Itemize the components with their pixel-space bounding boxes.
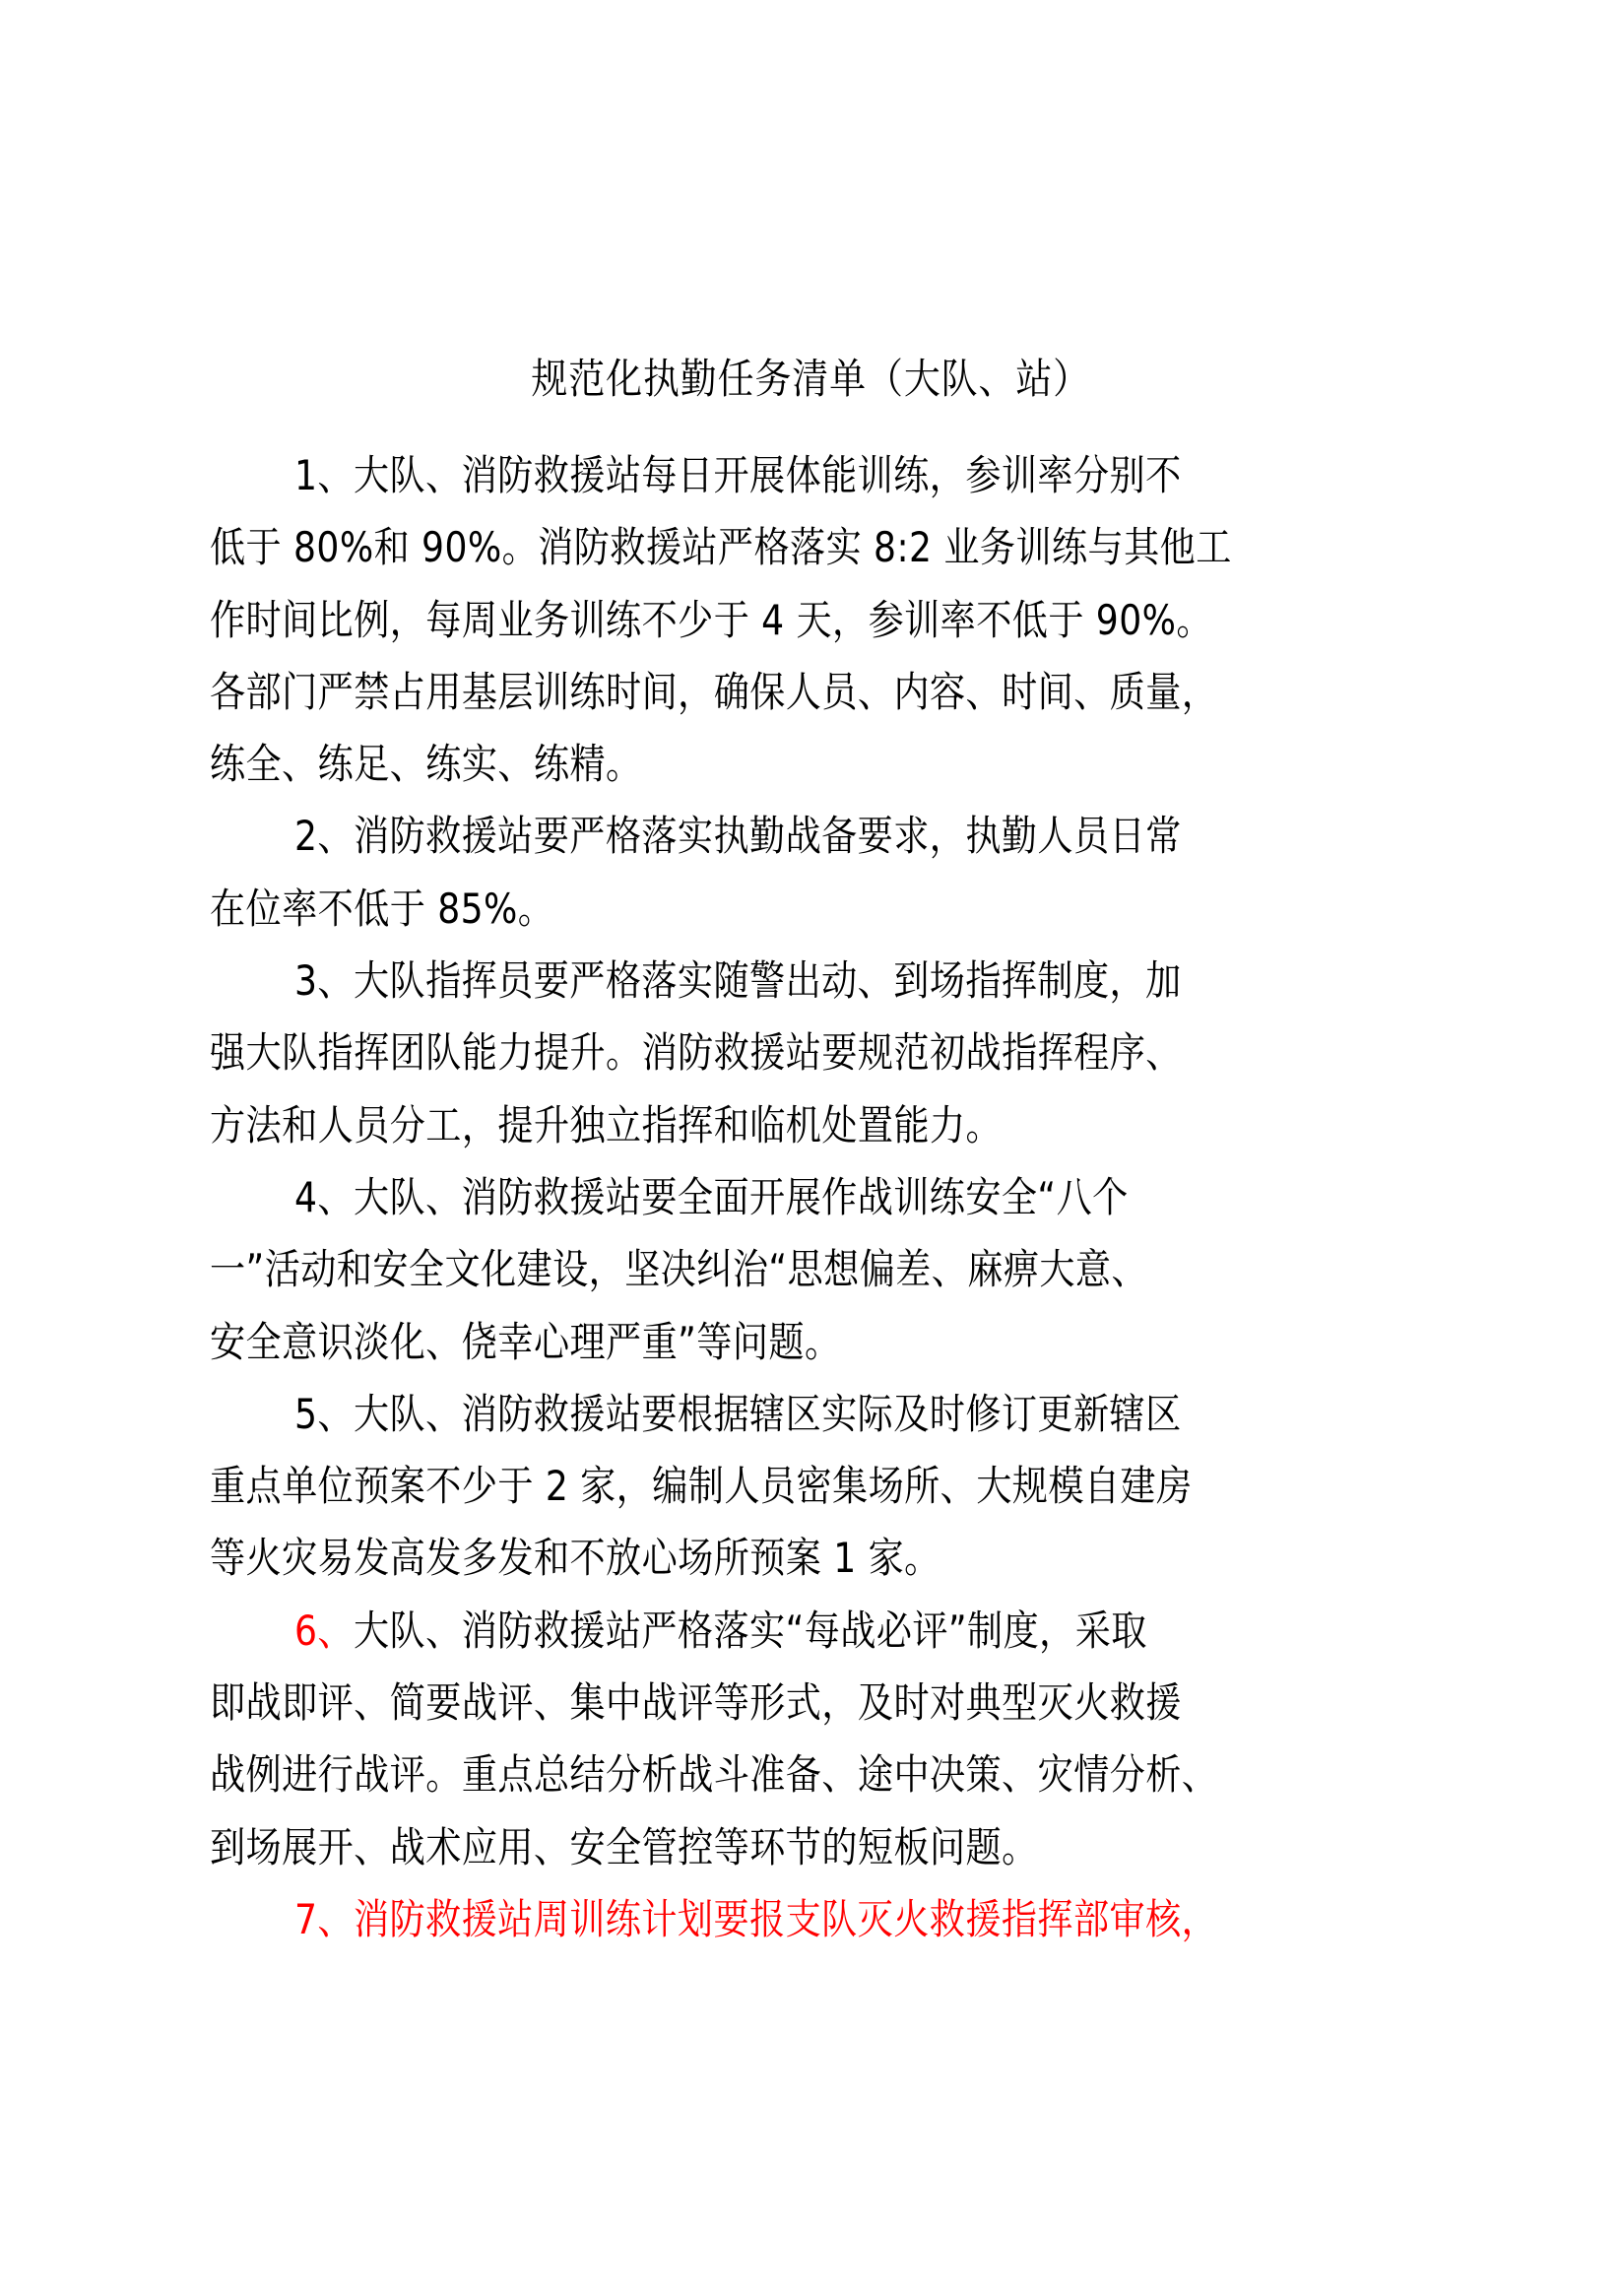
item-7-line-1: 7、消防救援站周训练计划要报支队灭火救援指挥部审核， — [294, 1894, 1218, 1943]
item-number: 2、 — [294, 812, 354, 861]
item-number: 5、 — [294, 1389, 354, 1438]
item-6-line-3: 战例进行战评。重点总结分析战斗准备、途中决策、灾情分析、 — [210, 1750, 1218, 1800]
item-6-line-1: 6、大队、消防救援站严格落实“每战必评”制度，采取 — [294, 1606, 1147, 1655]
item-number-highlighted: 6、 — [294, 1606, 354, 1655]
item-4-line-3: 安全意识淡化、侥幸心理严重”等问题。 — [210, 1317, 841, 1366]
item-4-line-2: 一”活动和安全文化建设，坚决纠治“思想偏差、麻痹大意、 — [210, 1245, 1148, 1294]
item-5-line-2: 重点单位预案不少于 2 家，编制人员密集场所、大规模自建房 — [210, 1462, 1193, 1511]
item-5-line-3: 等火灾易发高发多发和不放心场所预案 1 家。 — [210, 1534, 940, 1583]
document-title: 规范化执勤任务清单（大队、站） — [531, 355, 1091, 403]
document-body — [210, 439, 1421, 1955]
item-5-line-1: 5、大队、消防救援站要根据辖区实际及时修订更新辖区 — [294, 1389, 1182, 1438]
item-1-line-4: 各部门严禁占用基层训练时间，确保人员、内容、时间、质量， — [210, 667, 1218, 716]
item-number: 1、 — [294, 451, 354, 499]
item-1-line-3: 作时间比例，每周业务训练不少于 4 天，参训率不低于 90%。 — [210, 595, 1212, 644]
item-number-highlighted: 7、 — [294, 1894, 354, 1943]
item-6-line-2: 即战即评、简要战评、集中战评等形式，及时对典型灭火救援 — [210, 1678, 1182, 1728]
item-3-line-1: 3、大队指挥员要严格落实随警出动、到场指挥制度，加 — [294, 956, 1182, 1006]
item-1-line-2: 低于 80%和 90%。消防救援站严格落实 8:2 业务训练与其他工 — [210, 523, 1232, 572]
item-1-line-5: 练全、练足、练实、练精。 — [210, 740, 642, 789]
item-6-line-4: 到场展开、战术应用、安全管控等环节的短板问题。 — [210, 1822, 1038, 1871]
item-2-line-2: 在位率不低于 85%。 — [210, 884, 554, 933]
item-number: 4、 — [294, 1172, 354, 1221]
item-3-line-2: 强大队指挥团队能力提升。消防救援站要规范初战指挥程序、 — [210, 1028, 1182, 1078]
item-1-line-1: 1、大队、消防救援站每日开展体能训练，参训率分别不 — [294, 451, 1182, 499]
item-4-line-1: 4、大队、消防救援站要全面开展作战训练安全“八个 — [294, 1172, 1129, 1221]
item-2-line-1: 2、消防救援站要严格落实执勤战备要求，执勤人员日常 — [294, 812, 1182, 861]
item-number: 3、 — [294, 956, 354, 1006]
item-3-line-3: 方法和人员分工，提升独立指挥和临机处置能力。 — [210, 1100, 1003, 1149]
